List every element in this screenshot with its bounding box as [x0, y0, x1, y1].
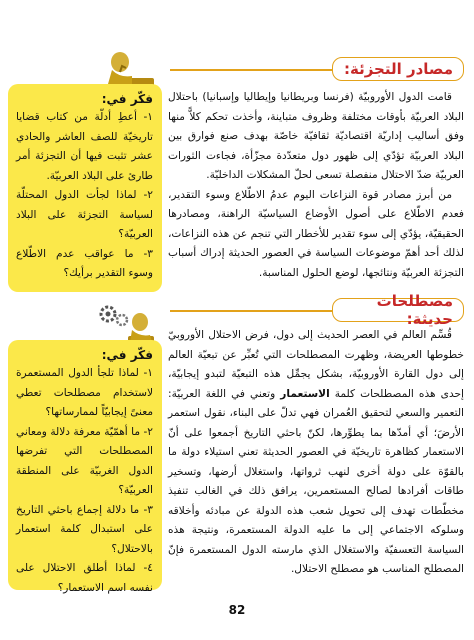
section2-title: مصطلحات حديثة:	[376, 292, 453, 328]
think-box-2-title: فكّر في:	[101, 348, 153, 362]
think-box-2	[8, 340, 162, 594]
section1-body	[168, 88, 464, 283]
think-box-1-item-1: ١- أعطِ أدلّة من كتاب قضايا تاريخيّة للصف العاشر والحادي عشر تثبت فيها أن التجزئة أمر طارئ على البلاد العربيّة.	[16, 111, 153, 182]
highlighted-term: الاستعمار	[280, 387, 330, 400]
think-box-2-item-1: ١- لماذا تلجأ الدول المستعمرة لاستخدام مصطلحات تعطي معنىً إيجابيّاً لممارساتها؟	[16, 367, 153, 418]
think-box-2-item-3: ٣- ما دلالة إجماع باحثي التاريخ على استبدال كلمة استعمار بالاحتلال؟	[16, 503, 153, 555]
think-box-1-item-2: ٢- لماذا لجأت الدول المحتلّة لسياسة التجزئة على البلاد العربيّة؟	[16, 189, 153, 240]
section2-paragraph-1: قُسِّم العالم في العصر الحديث إلى دول، فرض الاحتلال الأوروبيّ خطوطها العريضة، وظهرت المصطلحات التي تُعبِّر عن تبعيّة العالم إلى دول القارة الأوروبيّة، بشكل يجمِّل هذه التبعيّة لتبدو إيجابيّة، إحدى هذه المصطلحات كلمة الاستعمار وتعني في اللغة العربيّة: التعمير والسعي لتحقيق العُمران فهي تدلّ على البناء، نقول استعمر الأرضَ؛ أي أمدّها بما يطوِّرها، لكنّ باحثي التاريخ أجمعوا على أنّ الاستعمار كظاهرة تاريخيّة في العصور الحديثة تعني استيلاء دولة ما بالقوّة على دولة أخرى لنهب ثرواتها، واستغلال أرضها، وتسخير طاقات أفرادها لصالح المستعمرين، يرافق ذلك في الغالب تنفيذ مخطّطات تهدف إلى تحويل شعب هذه الدولة عن مبادئه وأخلاقه وسلوكه الاجتماعي إلى ما عليه الدولة المستعمرة، ونتيجة هذه السياسة التعسفيّة والاستغلال الذي مارسته الدول المستعمرة فإنّ المصطلح المناسب هو مصطلح الاحتلال.	[168, 329, 464, 575]
section2-header	[332, 292, 464, 328]
section1-header	[332, 57, 464, 81]
think-box-2-item-2: ٢- ما أهمّيّة معرفة دلالة ومعاني المصطلحات التي تفرضها الدول الغربيّة على المنطقة العربيّة؟	[16, 425, 153, 496]
section1-title: مصادر التجزئة:	[343, 60, 453, 78]
think-box-1	[8, 84, 162, 292]
section1-header-rule	[170, 69, 332, 71]
think-box-1-title: فكّر في:	[101, 92, 153, 106]
section2-header-rule	[170, 310, 332, 312]
think-box-1-item-3: ٣- ما عواقب عدم الاطّلاع وسوء التقدير برأيك؟	[16, 247, 153, 279]
section1-paragraph-2: من أبرز مصادر قوة النزاعات اليوم عدمُ الاطّلاع وسوء التقدير، فعدم الاطّلاع على أصول الأوضاع السياسيّة الراهنة، ومصادرها الحقيقيّة، يؤدّي إلى سوء تقدير للأخطار التي تنجم عن هذه النزاعات، لذلك أحد أهمّ موضوعات السياسة في العصور الحديثة إدراك أسباب التجزئة العربيّة ونتائجها، لوضع الحلول المناسبة.	[168, 188, 464, 279]
section1-paragraph-1: قامت الدول الأوروبيّة (فرنسا وبريطانيا وإيطاليا وإسبانيا) باحتلال البلاد العربيّة بأوقات مختلفة وظروف متباينة، وأخذت تحكم كلاًّ منها وفق أساليب إداريّة اقتصاديّة ثقافيّة خاصّة بهدف صنع فوارق بين البلاد العربيّة تؤدّي إلى ظهور دول متعدّدة مجزّأة، فجاءت الثورات العربيّة ضدّ الاحتلال منفصلة تسعى لحلّ المشكلات الداخليّة.	[168, 91, 464, 181]
page-number: 82	[228, 603, 246, 617]
section2-body	[168, 326, 464, 580]
think-box-2-item-4: ٤- لماذا أطلق الاحتلال على نفسه اسم الاستعمار؟	[16, 562, 153, 594]
